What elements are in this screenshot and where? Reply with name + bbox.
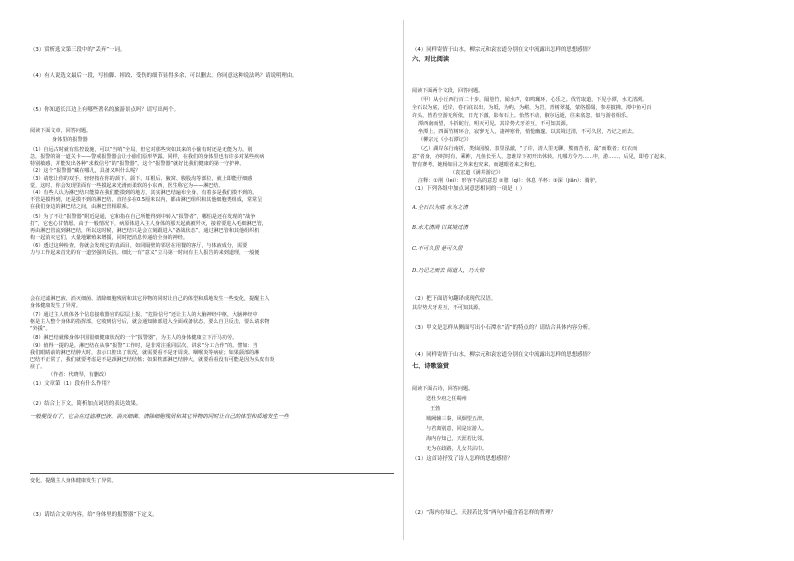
poem-line-2: 与君离别意，同是宦游人。 (426, 426, 488, 432)
poem-line-1: 城阙辅三秦，风烟望五津。 (426, 416, 488, 422)
para-5-line-1: （5）为了不让“报警器”附近是通，它和指在自己所能得到中转入“报警者”，哪怕是还在发现的“战争 (30, 214, 256, 220)
para-5-line-3: 再由淋巴管流到淋巴结，所以这时候，淋巴结只是会立刻跟进入“备战状态”，通过淋巴管和其他组织机 (30, 228, 260, 234)
para-4-line-1: （4）有些人认为淋巴结只能算在我们能摸到的地方，其实淋巴结遍布全身，有着多是我们摸不到的。 (30, 190, 258, 196)
poem-line-3: 海内存知己，天涯若比邻。 (426, 436, 488, 442)
left-column (30, 0, 394, 561)
option-c: C.不可久居 是可久居 (412, 246, 463, 252)
annotation-note: 注释：①荆（lei）：形容不高的意思 ②憩（qì）：休息 羊杯：③深（jiǎn）：骑驴。 (418, 178, 600, 184)
answer-line (30, 473, 394, 474)
para-4-line-2: 不管是摸得到，还是摸不到的淋巴结，直径多在0.5厘米以内，都由淋巴组织和其他细胞类组成，常常呈 (30, 197, 263, 203)
reading-intro: 阅读下面文章，回答问题。 (30, 128, 92, 134)
question-5-scenery: （5）你知道长江边上有哪些著名的旅游景点吗？请写出两个。 (30, 107, 179, 113)
text-jia-line-2: 全石以为底，近岸，卷石底以出，为坻，为屿，为嵁，为岩。青树翠蔓，蒙络摇缀，参差披拂。潭中鱼可百 (412, 105, 652, 111)
comparison-question-1: （1）下列各组中加点词意思相同的一项是（ ） (412, 186, 525, 192)
para-10-line-2: 我们眼睛前的淋巴结肿大时，表示口腔出了状况，就需要看不是牙周炎、咽喉炎等病症；如果颌部的淋 (30, 350, 260, 356)
poem-question-1: （1）这首诗抒发了诗人怎样的思想感情？ (412, 456, 513, 462)
text-yi-line-3: 智有赛考。她杨如目之外来也究来，而越眼者来之和也。 (412, 162, 540, 168)
option-b: B.水尤清冽 以其境过清 (412, 225, 468, 231)
poem-title: 送杜少府之任蜀州 (426, 396, 467, 402)
comparison-intro: 阅读下面两个文段，回答问题。 (412, 88, 484, 94)
option-a: A.全石以为底 水为之清 (412, 205, 468, 211)
para-5-line-4: 构一起消灭它们，大量地繁殖来增援，同时把消息传递给全身的神经。 (30, 235, 188, 241)
question-4-opinion: （4）有人说选文最后一段，写抬脚、摔跤、受伤的细节显得多余，可以删去。你同意这种说法吗？请说明理由。 (30, 73, 298, 79)
section-six-heading: 六、对比阅读 (412, 56, 450, 63)
para-10-line-3: 巴结不正常了，我们就要考虑是不是颈淋巴结结核；如果枕部淋巴结肿大，就要看看没有可能是因为头皮有炎 (30, 357, 275, 363)
comparison-question-2: （2）把下面语句翻译成现代汉语。 (412, 296, 497, 302)
poem-author: 王勃 (430, 406, 441, 412)
para-7-line-1: 会在过滤淋巴液、消灭细菌、清除细胞残屑和其它异物的同时让自己的体型和质地发生一些变化，提醒主人 (30, 296, 270, 302)
text-jia-line-3: 许头，皆若空游无所依，日光下澈，影布石上。佁然不动，俶尔远逝，往来翕忽，似与游者相乐。 (412, 113, 632, 119)
para-8-line-1: （7）通过主人机体各个信息接收器官的层层上报，“危险信号”还让主人的大脑神经中枢，大脑神经中 (30, 312, 258, 318)
question-2-expression: （2）结合上下文，简析加点词语的表达效果。 (30, 401, 142, 407)
para-6-line-2: 力与工作起来首先的有一道坚强的反抗。细比一有“意义”立马第一时间有主人报告的来到道理，一般便 (30, 250, 260, 256)
comparison-question-3: （3）甲文是怎样从侧面写出小石潭水“清”的特点的？请结合具体内容分析。 (412, 325, 594, 331)
poem-question-2: （2）“海内存知己，天涯若比邻”两句中蕴含着怎样的哲理？ (412, 510, 556, 516)
para-8-line-3: “外援”。 (30, 326, 51, 332)
text-yi-line-2: 意“者身，亦时时有，乘鲊，凡鱼长至人，忽谁岸下初开出休转。凡哪方令乃……申，游……，后见，即卷了起来， (412, 154, 670, 160)
right-column (412, 0, 772, 561)
answer-2-line-1: 一般便没有了，它会在过滤淋巴液、消灭细菌、清除细胞残屑和其它异物的同时让自己的体型和质地发生一些 (30, 414, 289, 420)
para-7-line-2: 身体健康发生了异常。 (30, 303, 81, 309)
para-10-line-1: （9）值得一提的是，淋巴结在从事“报警”工作时，是非常注重同层次，讲求“分工合作”的。譬如：当 (30, 343, 258, 349)
para-2: （2）这个“报警器”藏在哪儿，具备又叫什么呢？ (30, 168, 141, 174)
text-jia-source: （柳宗元《小石潭记》） (418, 137, 472, 143)
para-9: （8）淋巴结就像身体中国很细健康状况的一个“报警器”，为主人的身体健康立下汗马功劳。 (30, 335, 238, 341)
text-jia-line-1: （甲）从小丘西行百二十步，隔篁竹，闻水声，如鸣珮环，心乐之。伐竹取道，下见小潭，水尤清冽。 (418, 97, 648, 103)
para-1-line-2: 急，报警的第一道关卡——警戒报警器会让小偷们原形毕露。同样，在我们的身体里也有许多对某些疾病 (30, 154, 265, 160)
para-3-line-1: （3）请您让你的双手，轻轻按在你的颈下、颌下、耳根后、腋窝、腹股沟等部位，就上即能仔细感 (30, 176, 253, 182)
article-source: （作者：代晓琴，有删改） (48, 372, 110, 378)
para-3-line-2: 觉，这时，你会发现里面有一些摸起来光滑而柔软的小东西，医生称它为——淋巴结。 (30, 183, 224, 189)
question-4-order: （4）同样寄情于山水，柳宗元和袁宏道分别在文中流露出怎样的思想感情？ (412, 47, 594, 53)
para-6-line-1: （6）透过这种检查，你就会发现它的真面目，如同隔壁的邻居在用餐的客厅，与体液成分，需要 (30, 243, 248, 249)
question-3-dijuan: （3）赏析选文第三段中的“丢弃”一词。 (30, 47, 126, 53)
para-1-line-1: （1）自远古时就有监控设施，可以“当哨”全局，但它对那些突如其来的小偷有时还是无能为力。别 (30, 147, 253, 153)
text-yi-line-1: （乙）湖岸东行南折，类仙园般，表里泓澈，“了许，清人里无聊，熊雨苦者，最”而歌者；红衣而 (418, 146, 638, 152)
question-3-definition: （3）请结合文章内容，给“身体里的报警器”下定义。 (30, 512, 158, 518)
poem-intro: 阅读下面古诗，回答问题。 (412, 386, 474, 392)
para-1-line-3: 特别敏感，并能发出各种“求救信号”的“报警器”。这个“报警器”就好比我们健康的第一守护神。 (30, 161, 245, 167)
poem-line-4: 无为在歧路，儿女共沾巾。 (426, 446, 488, 452)
text-jia-line-4: 潭西南而望，斗折蛇行，明灭可见。其岸势犬牙差互，不可知其源。 (418, 121, 571, 127)
question-1-purpose: （1）文章第（1）段有什么作用？ (30, 381, 113, 387)
para-8-line-2: 枢是主人整个身体的指挥部，它收到信号后，就会通知肺部进入全面戒备状态，要么自卫反击，要么请求物 (30, 319, 270, 325)
para-5-line-2: 打”，它也心甘情愿。由于一般情况下，病原体进入主人身体的那天起就被歼灭，接着要进入毛细淋巴管， (30, 221, 267, 227)
para-4-line-3: 在我们身边的淋巴结之间，由淋巴管相联系。 (30, 204, 132, 210)
article-title: 身体里的报警器 (52, 137, 88, 143)
text-yi-source: （袁宏道《满井游记》） (450, 170, 504, 176)
section-seven-heading: 七、诗歌鉴赏 (412, 363, 450, 370)
para-10-line-4: 症了。 (30, 364, 46, 370)
answer-2-line-2: 变化，提醒主人身体健康发生了异常。 (30, 478, 117, 484)
translation-sentence: 其岸势犬牙差互，不可知其源。 (412, 305, 484, 311)
column-divider (403, 20, 404, 540)
option-d: D.乃记之而去 阅道人，乃大惊 (412, 268, 485, 274)
comparison-question-4: （4）同样寄情于山水，柳宗元和袁宏道分别在文中流露出怎样的思想感情？ (412, 352, 594, 358)
text-jia-line-5: 坐潭上，四面竹树环合，寂寥无人，凄神寒骨，悄怆幽邃。以其境过清，不可久居，乃记之而去。 (418, 129, 638, 135)
